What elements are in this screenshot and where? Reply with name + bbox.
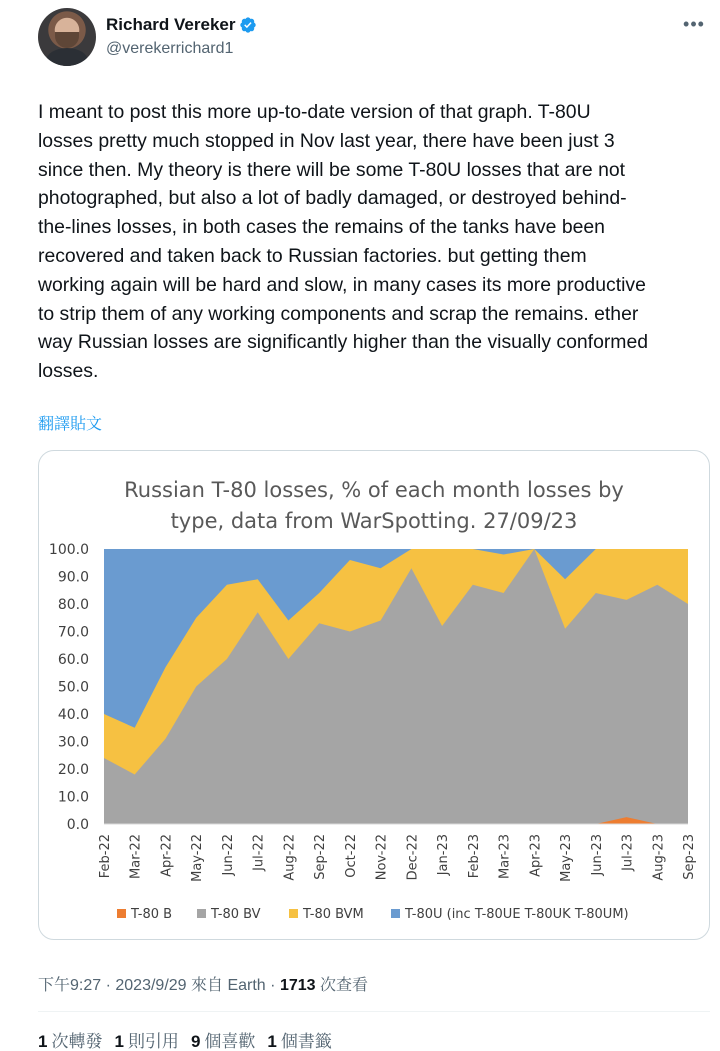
tweet-line: I meant to post this more up-to-date version of that graph. T-80U xyxy=(38,101,591,123)
chart-title-line: Russian T-80 losses, % of each month losses by xyxy=(124,478,624,502)
x-tick-label: Mar-22 xyxy=(128,834,144,879)
tweet-header xyxy=(38,8,710,72)
legend-swatch xyxy=(391,909,400,918)
chart-legend xyxy=(117,907,629,922)
x-tick-label: Dec-22 xyxy=(405,834,421,881)
legend-label: T-80 B xyxy=(131,907,173,922)
x-tick-label: May-22 xyxy=(190,834,206,882)
tweet-stats xyxy=(38,1027,332,1051)
quotes-label: 則引用 xyxy=(127,1032,179,1051)
bookmarks-count: 1 xyxy=(267,1032,277,1051)
divider xyxy=(38,1011,710,1012)
tweet-source: 來自 Earth xyxy=(191,977,266,994)
y-tick-label: 80.0 xyxy=(57,597,89,613)
tweet-text xyxy=(38,98,710,386)
x-tick-label: Feb-23 xyxy=(466,834,482,879)
retweets-count: 1 xyxy=(38,1032,48,1051)
legend-swatch xyxy=(289,909,298,918)
y-tick-label: 0.0 xyxy=(66,817,89,833)
y-tick-label: 100.0 xyxy=(48,542,89,558)
meta-separator: · xyxy=(101,977,116,994)
x-tick-label: Sep-22 xyxy=(313,834,329,880)
retweets-stat[interactable] xyxy=(38,1027,102,1051)
legend-swatch xyxy=(117,909,126,918)
y-tick-label: 60.0 xyxy=(57,652,89,668)
x-tick-label: Apr-23 xyxy=(528,834,544,877)
x-tick-label: May-23 xyxy=(559,834,575,882)
retweets-label: 次轉發 xyxy=(51,1032,103,1051)
tweet-line: photographed, but also a lot of badly damaged, or destroyed behind- xyxy=(38,187,627,210)
legend-label: T-80U (inc T-80UE T-80UK T-80UM) xyxy=(405,907,629,922)
y-tick-label: 10.0 xyxy=(57,789,89,806)
x-tick-label: Jun-22 xyxy=(220,834,236,876)
chart-x-ticks xyxy=(98,834,697,882)
tweet-time[interactable]: 下午9:27 xyxy=(38,977,102,994)
tweet-line: losses. xyxy=(38,360,99,383)
legend-label: T-80 BV xyxy=(211,907,261,922)
tweet-line: way Russian losses are significantly higher than the visually conformed xyxy=(38,331,649,354)
x-tick-label: Aug-23 xyxy=(651,834,667,881)
verified-badge-icon xyxy=(239,16,257,34)
bookmarks-stat[interactable] xyxy=(267,1027,331,1051)
meta-separator: · xyxy=(265,977,280,994)
avatar[interactable] xyxy=(38,8,96,66)
legend-label: T-80 BVM xyxy=(303,907,364,922)
y-tick-label: 20.0 xyxy=(57,762,89,778)
legend-swatch xyxy=(197,909,206,918)
tweet-line: the-lines losses, in both cases the remains of the tanks have been xyxy=(38,216,605,239)
x-tick-label: Jan-23 xyxy=(436,834,452,876)
x-tick-label: Jul-22 xyxy=(251,834,267,871)
quotes-count: 1 xyxy=(114,1032,124,1051)
avatar-shirt xyxy=(46,48,88,66)
quotes-stat[interactable] xyxy=(114,1027,178,1051)
tweet-line: to strip them of any working components and scrap the remains. ether xyxy=(38,302,639,325)
y-tick-label: 50.0 xyxy=(57,679,89,696)
display-name[interactable]: Richard Vereker xyxy=(106,15,236,34)
x-tick-label: Jun-23 xyxy=(589,834,605,876)
avatar-beard xyxy=(55,32,79,48)
t80-losses-chart xyxy=(39,451,709,939)
bookmarks-label: 個書籤 xyxy=(280,1032,332,1051)
likes-count: 9 xyxy=(190,1032,201,1051)
tweet-line: working again will be hard and slow, in many cases its more productive xyxy=(38,273,646,296)
tweet-line: losses pretty much stopped in Nov last year, there have been just 3 xyxy=(38,129,615,152)
x-tick-label: Aug-22 xyxy=(282,834,298,881)
x-tick-label: Apr-22 xyxy=(159,834,175,877)
y-tick-label: 30.0 xyxy=(57,734,89,751)
x-tick-label: Oct-22 xyxy=(343,834,359,878)
chart-title-line: type, data from WarSpotting. 27/09/23 xyxy=(170,509,578,533)
y-tick-label: 70.0 xyxy=(57,624,89,641)
y-tick-label: 90.0 xyxy=(57,569,89,586)
tweet-date[interactable]: 2023/9/29 xyxy=(115,977,187,994)
x-tick-label: Mar-23 xyxy=(497,834,513,879)
likes-label: 個喜歡 xyxy=(204,1032,256,1051)
x-tick-label: Nov-22 xyxy=(374,834,390,881)
views-label: 次查看 xyxy=(319,977,368,994)
name-row xyxy=(106,15,257,35)
tweet-line: recovered and taken back to Russian factories. but getting them xyxy=(38,244,587,267)
y-tick-label: 40.0 xyxy=(57,707,89,723)
handle[interactable]: @verekerrichard1 xyxy=(106,40,234,57)
likes-stat[interactable] xyxy=(191,1027,255,1051)
tweet-line: since then. My theory is there will be some T-80U losses that are not xyxy=(38,158,626,181)
tweet-media[interactable] xyxy=(38,450,710,940)
x-tick-label: Sep-23 xyxy=(682,834,697,880)
x-tick-label: Feb-22 xyxy=(98,834,113,879)
more-horizontal-icon[interactable]: ••• xyxy=(683,14,705,34)
translate-post-link[interactable]: 翻譯貼文 xyxy=(38,416,103,433)
views-count: 1713 xyxy=(279,977,316,994)
chart-areas xyxy=(104,549,688,824)
tweet-meta xyxy=(38,972,368,995)
x-tick-label: Jul-23 xyxy=(620,834,636,871)
